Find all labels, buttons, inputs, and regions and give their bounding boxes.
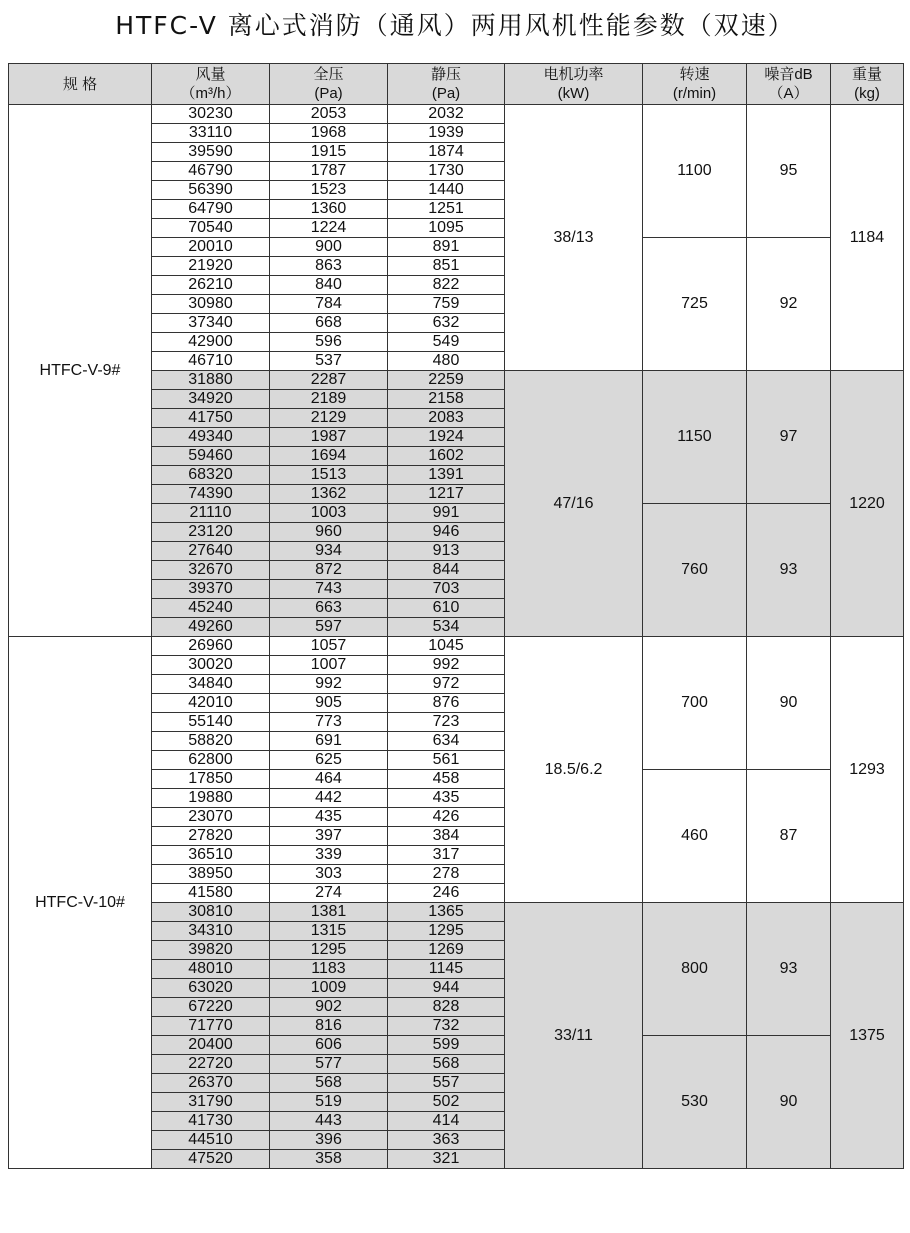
static-pressure-cell: 599: [388, 1036, 505, 1055]
static-pressure-cell: 557: [388, 1074, 505, 1093]
total-pressure-cell: 1362: [270, 485, 388, 504]
static-pressure-cell: 534: [388, 618, 505, 637]
static-pressure-cell: 822: [388, 276, 505, 295]
total-pressure-cell: 743: [270, 580, 388, 599]
total-pressure-cell: 606: [270, 1036, 388, 1055]
flow-cell: 48010: [152, 960, 270, 979]
flow-cell: 30020: [152, 656, 270, 675]
total-pressure-cell: 900: [270, 238, 388, 257]
header-row: [9, 64, 904, 105]
flow-cell: 30810: [152, 903, 270, 922]
speed-cell: 725: [643, 238, 747, 371]
noise-cell: 92: [747, 238, 831, 371]
speed-cell: 700: [643, 637, 747, 770]
static-pressure-cell: 1365: [388, 903, 505, 922]
total-pressure-cell: 568: [270, 1074, 388, 1093]
static-pressure-cell: 1045: [388, 637, 505, 656]
flow-cell: 41750: [152, 409, 270, 428]
table-row: [9, 105, 904, 124]
static-pressure-cell: 703: [388, 580, 505, 599]
static-pressure-cell: 1095: [388, 219, 505, 238]
flow-cell: 22720: [152, 1055, 270, 1074]
static-pressure-cell: 946: [388, 523, 505, 542]
flow-cell: 17850: [152, 770, 270, 789]
total-pressure-cell: 2053: [270, 105, 388, 124]
noise-cell: 87: [747, 770, 831, 903]
static-pressure-cell: 1602: [388, 447, 505, 466]
static-pressure-cell: 1874: [388, 143, 505, 162]
total-pressure-cell: 303: [270, 865, 388, 884]
static-pressure-cell: 1269: [388, 941, 505, 960]
header-noise: 噪音dB （A）: [747, 64, 831, 105]
noise-cell: 90: [747, 1036, 831, 1169]
model-name: HTFC-V-10#: [9, 637, 152, 1169]
noise-cell: 90: [747, 637, 831, 770]
static-pressure-cell: 610: [388, 599, 505, 618]
weight-cell: 1375: [831, 903, 904, 1169]
header-flow: 风量 （m³/h）: [152, 64, 270, 105]
static-pressure-cell: 851: [388, 257, 505, 276]
total-pressure-cell: 625: [270, 751, 388, 770]
flow-cell: 30980: [152, 295, 270, 314]
static-pressure-cell: 1251: [388, 200, 505, 219]
weight-cell: 1220: [831, 371, 904, 637]
performance-table: [8, 63, 904, 1169]
flow-cell: 67220: [152, 998, 270, 1017]
total-pressure-cell: 1381: [270, 903, 388, 922]
flow-cell: 20010: [152, 238, 270, 257]
total-pressure-cell: 784: [270, 295, 388, 314]
total-pressure-cell: 2129: [270, 409, 388, 428]
total-pressure-cell: 902: [270, 998, 388, 1017]
motor-power-cell: 47/16: [505, 371, 643, 637]
flow-cell: 26210: [152, 276, 270, 295]
flow-cell: 31880: [152, 371, 270, 390]
flow-cell: 64790: [152, 200, 270, 219]
total-pressure-cell: 960: [270, 523, 388, 542]
total-pressure-cell: 1057: [270, 637, 388, 656]
flow-cell: 44510: [152, 1131, 270, 1150]
static-pressure-cell: 1924: [388, 428, 505, 447]
flow-cell: 21920: [152, 257, 270, 276]
total-pressure-cell: 397: [270, 827, 388, 846]
weight-cell: 1293: [831, 637, 904, 903]
static-pressure-cell: 2158: [388, 390, 505, 409]
static-pressure-cell: 972: [388, 675, 505, 694]
static-pressure-cell: 632: [388, 314, 505, 333]
model-name: HTFC-V-9#: [9, 105, 152, 637]
static-pressure-cell: 732: [388, 1017, 505, 1036]
total-pressure-cell: 2287: [270, 371, 388, 390]
total-pressure-cell: 773: [270, 713, 388, 732]
total-pressure-cell: 537: [270, 352, 388, 371]
flow-cell: 70540: [152, 219, 270, 238]
static-pressure-cell: 913: [388, 542, 505, 561]
static-pressure-cell: 723: [388, 713, 505, 732]
static-pressure-cell: 414: [388, 1112, 505, 1131]
flow-cell: 33110: [152, 124, 270, 143]
total-pressure-cell: 1968: [270, 124, 388, 143]
total-pressure-cell: 443: [270, 1112, 388, 1131]
total-pressure-cell: 597: [270, 618, 388, 637]
static-pressure-cell: 246: [388, 884, 505, 903]
flow-cell: 34310: [152, 922, 270, 941]
total-pressure-cell: 1224: [270, 219, 388, 238]
total-pressure-cell: 1315: [270, 922, 388, 941]
total-pressure-cell: 1295: [270, 941, 388, 960]
motor-power-cell: 18.5/6.2: [505, 637, 643, 903]
flow-cell: 55140: [152, 713, 270, 732]
noise-cell: 95: [747, 105, 831, 238]
total-pressure-cell: 840: [270, 276, 388, 295]
flow-cell: 59460: [152, 447, 270, 466]
speed-cell: 760: [643, 504, 747, 637]
total-pressure-cell: 1183: [270, 960, 388, 979]
static-pressure-cell: 891: [388, 238, 505, 257]
static-pressure-cell: 363: [388, 1131, 505, 1150]
total-pressure-cell: 863: [270, 257, 388, 276]
total-pressure-cell: 1987: [270, 428, 388, 447]
flow-cell: 26960: [152, 637, 270, 656]
flow-cell: 47520: [152, 1150, 270, 1169]
flow-cell: 49340: [152, 428, 270, 447]
speed-cell: 460: [643, 770, 747, 903]
static-pressure-cell: 384: [388, 827, 505, 846]
static-pressure-cell: 844: [388, 561, 505, 580]
noise-cell: 97: [747, 371, 831, 504]
total-pressure-cell: 2189: [270, 390, 388, 409]
total-pressure-cell: 577: [270, 1055, 388, 1074]
total-pressure-cell: 464: [270, 770, 388, 789]
static-pressure-cell: 568: [388, 1055, 505, 1074]
total-pressure-cell: 1360: [270, 200, 388, 219]
static-pressure-cell: 549: [388, 333, 505, 352]
flow-cell: 20400: [152, 1036, 270, 1055]
total-pressure-cell: 396: [270, 1131, 388, 1150]
weight-cell: 1184: [831, 105, 904, 371]
flow-cell: 46710: [152, 352, 270, 371]
flow-cell: 30230: [152, 105, 270, 124]
speed-cell: 1150: [643, 371, 747, 504]
static-pressure-cell: 1730: [388, 162, 505, 181]
static-pressure-cell: 435: [388, 789, 505, 808]
total-pressure-cell: 358: [270, 1150, 388, 1169]
static-pressure-cell: 278: [388, 865, 505, 884]
motor-power-cell: 38/13: [505, 105, 643, 371]
flow-cell: 36510: [152, 846, 270, 865]
total-pressure-cell: 339: [270, 846, 388, 865]
noise-cell: 93: [747, 504, 831, 637]
header-weight: 重量 (kg): [831, 64, 904, 105]
static-pressure-cell: 426: [388, 808, 505, 827]
flow-cell: 56390: [152, 181, 270, 200]
static-pressure-cell: 2083: [388, 409, 505, 428]
flow-cell: 49260: [152, 618, 270, 637]
noise-cell: 93: [747, 903, 831, 1036]
flow-cell: 23070: [152, 808, 270, 827]
flow-cell: 34920: [152, 390, 270, 409]
header-speed: 转速 (r/min): [643, 64, 747, 105]
total-pressure-cell: 1694: [270, 447, 388, 466]
total-pressure-cell: 905: [270, 694, 388, 713]
flow-cell: 39820: [152, 941, 270, 960]
total-pressure-cell: 691: [270, 732, 388, 751]
static-pressure-cell: 1145: [388, 960, 505, 979]
total-pressure-cell: 274: [270, 884, 388, 903]
motor-power-cell: 33/11: [505, 903, 643, 1169]
total-pressure-cell: 442: [270, 789, 388, 808]
static-pressure-cell: 634: [388, 732, 505, 751]
total-pressure-cell: 663: [270, 599, 388, 618]
flow-cell: 38950: [152, 865, 270, 884]
static-pressure-cell: 1295: [388, 922, 505, 941]
static-pressure-cell: 321: [388, 1150, 505, 1169]
total-pressure-cell: 872: [270, 561, 388, 580]
flow-cell: 23120: [152, 523, 270, 542]
flow-cell: 71770: [152, 1017, 270, 1036]
page-title: HTFC-V 离心式消防（通风）两用风机性能参数（双速）: [115, 11, 795, 40]
flow-cell: 42010: [152, 694, 270, 713]
flow-cell: 46790: [152, 162, 270, 181]
static-pressure-cell: 1391: [388, 466, 505, 485]
static-pressure-cell: 317: [388, 846, 505, 865]
flow-cell: 68320: [152, 466, 270, 485]
static-pressure-cell: 2259: [388, 371, 505, 390]
header-total-pressure: 全压 (Pa): [270, 64, 388, 105]
total-pressure-cell: 1915: [270, 143, 388, 162]
static-pressure-cell: 480: [388, 352, 505, 371]
flow-cell: 21110: [152, 504, 270, 523]
static-pressure-cell: 1939: [388, 124, 505, 143]
total-pressure-cell: 992: [270, 675, 388, 694]
total-pressure-cell: 519: [270, 1093, 388, 1112]
header-motor-power: 电机功率 (kW): [505, 64, 643, 105]
total-pressure-cell: 1003: [270, 504, 388, 523]
flow-cell: 37340: [152, 314, 270, 333]
static-pressure-cell: 991: [388, 504, 505, 523]
static-pressure-cell: 502: [388, 1093, 505, 1112]
static-pressure-cell: 561: [388, 751, 505, 770]
static-pressure-cell: 458: [388, 770, 505, 789]
total-pressure-cell: 1007: [270, 656, 388, 675]
total-pressure-cell: 1009: [270, 979, 388, 998]
flow-cell: 39370: [152, 580, 270, 599]
speed-cell: 530: [643, 1036, 747, 1169]
flow-cell: 63020: [152, 979, 270, 998]
flow-cell: 19880: [152, 789, 270, 808]
table-row: [9, 637, 904, 656]
flow-cell: 26370: [152, 1074, 270, 1093]
static-pressure-cell: 759: [388, 295, 505, 314]
total-pressure-cell: 1513: [270, 466, 388, 485]
speed-cell: 1100: [643, 105, 747, 238]
flow-cell: 39590: [152, 143, 270, 162]
static-pressure-cell: 1217: [388, 485, 505, 504]
flow-cell: 74390: [152, 485, 270, 504]
flow-cell: 42900: [152, 333, 270, 352]
static-pressure-cell: 992: [388, 656, 505, 675]
speed-cell: 800: [643, 903, 747, 1036]
flow-cell: 41730: [152, 1112, 270, 1131]
flow-cell: 58820: [152, 732, 270, 751]
static-pressure-cell: 828: [388, 998, 505, 1017]
total-pressure-cell: 1787: [270, 162, 388, 181]
header-static-pressure: 静压 (Pa): [388, 64, 505, 105]
flow-cell: 32670: [152, 561, 270, 580]
header-spec: 规 格: [9, 64, 152, 105]
flow-cell: 34840: [152, 675, 270, 694]
static-pressure-cell: 944: [388, 979, 505, 998]
flow-cell: 62800: [152, 751, 270, 770]
total-pressure-cell: 435: [270, 808, 388, 827]
static-pressure-cell: 876: [388, 694, 505, 713]
total-pressure-cell: 816: [270, 1017, 388, 1036]
total-pressure-cell: 934: [270, 542, 388, 561]
flow-cell: 27640: [152, 542, 270, 561]
total-pressure-cell: 668: [270, 314, 388, 333]
static-pressure-cell: 1440: [388, 181, 505, 200]
flow-cell: 45240: [152, 599, 270, 618]
static-pressure-cell: 2032: [388, 105, 505, 124]
total-pressure-cell: 1523: [270, 181, 388, 200]
flow-cell: 27820: [152, 827, 270, 846]
flow-cell: 31790: [152, 1093, 270, 1112]
total-pressure-cell: 596: [270, 333, 388, 352]
flow-cell: 41580: [152, 884, 270, 903]
